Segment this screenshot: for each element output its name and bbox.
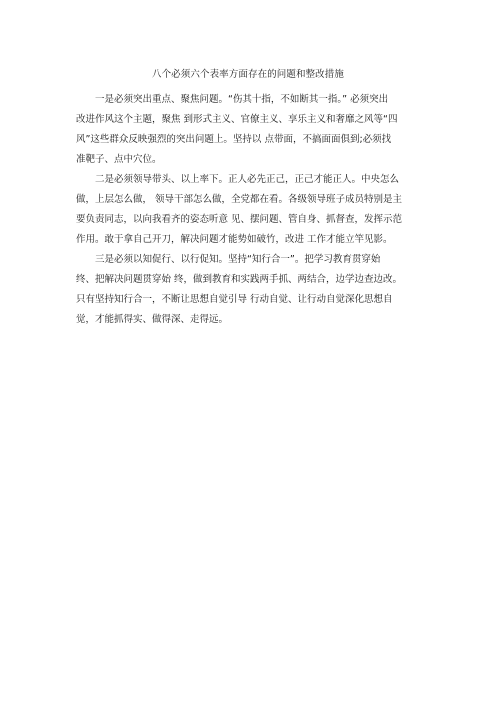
paragraph-line: 只有坚持知行合一，不断让思想自觉引导 行动自觉、让行动自觉深化思想自 xyxy=(76,294,393,305)
paragraph-3 xyxy=(76,250,426,330)
paragraph-line: 要负责同志，以向我看齐的姿态听意 见、摆问题、管自身、抓督查，发挥示范 xyxy=(76,214,403,225)
document-title: 八个必须六个表率方面存在的问题和整改措施 xyxy=(151,69,344,80)
paragraph-1 xyxy=(76,90,426,170)
paragraph-line: 做，上层怎么做， 领导干部怎么做，全党都在看。各级领导班子成员特别是主 xyxy=(76,194,403,205)
paragraph-line: 二是必须领导带头、以上率下。正人必先正己，正己才能正人。中央怎么 xyxy=(95,174,400,185)
paragraph-line: 终、把解决问题贯穿始 终，做到教育和实践两手抓、两结合，边学边查边改。 xyxy=(76,274,403,285)
paragraph-line: 准靶子、点中穴位。 xyxy=(76,154,162,165)
paragraph-line: 风”这些群众反映强烈的突出问题上。坚持以 点带面，不搞面面俱到;必须找 xyxy=(76,134,392,145)
paragraph-line: 改进作风这个主题，聚焦 到形式主义、官僚主义、享乐主义和奢靡之风等“四 xyxy=(76,114,398,125)
paragraph-line: 觉，才能抓得实、做得深、走得远。 xyxy=(76,314,229,325)
paragraph-line: 作用。敢于拿自己开刀，解决问题才能势如破竹，改进 工作才能立竿见影。 xyxy=(76,234,393,245)
paragraph-line: 一是必须突出重点、聚焦问题。“伤其十指，不如断其一指。” 必须突出 xyxy=(95,94,389,105)
paragraph-line: 三是必须以知促行、以行促知。坚持“知行合一”。把学习教育贯穿始 xyxy=(95,254,381,265)
paragraph-2 xyxy=(76,170,426,250)
document-body xyxy=(76,90,426,330)
